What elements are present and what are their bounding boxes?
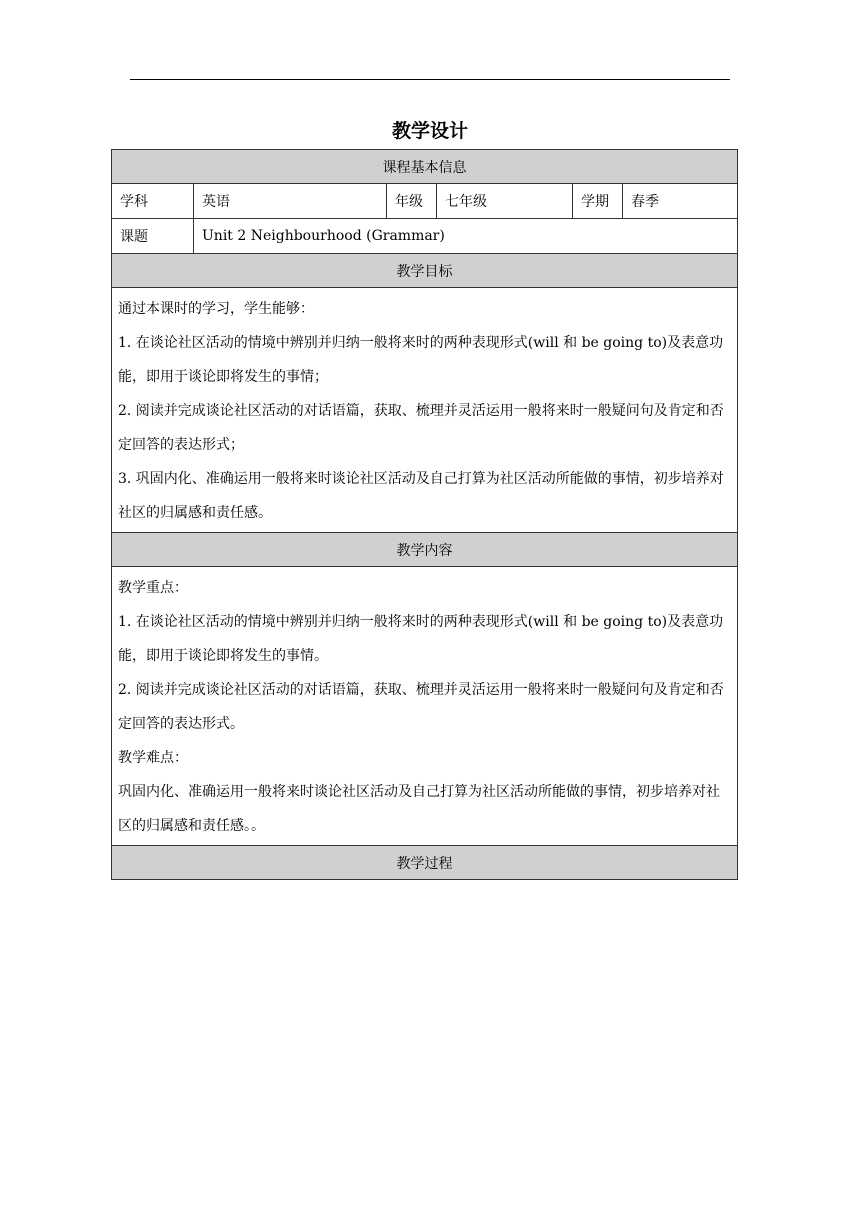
lesson-plan-table — [111, 149, 738, 880]
term-label: 学期 — [573, 184, 623, 219]
subject-value: 英语 — [194, 184, 387, 219]
difficult-points-text: 巩固内化、准确运用一般将来时谈论社区活动及自己打算为社区活动所能做的事情，初步培养对社区的归属感和责任感。。 — [118, 784, 720, 834]
header-rule — [130, 79, 730, 80]
objectives-content — [112, 288, 738, 533]
objective-item: 1. 在谈论社区活动的情境中辨别并归纳一般将来时的两种表现形式(will 和 be going to)及表意功能，即用于谈论即将发生的事情； — [118, 335, 724, 385]
topic-row — [112, 219, 738, 254]
process-header-row — [112, 846, 738, 880]
objectives-intro: 通过本课时的学习，学生能够： — [118, 301, 314, 317]
objectives-row — [112, 288, 738, 533]
objectives-header-row — [112, 254, 738, 288]
objective-item: 2. 阅读并完成谈论社区活动的对话语篇，获取、梳理并灵活运用一般将来时一般疑问句及肯定和否定回答的表达形式； — [118, 403, 724, 453]
process-header: 教学过程 — [112, 846, 738, 880]
key-point-item: 1. 在谈论社区活动的情境中辨别并归纳一般将来时的两种表现形式(will 和 be going to)及表意功能，即用于谈论即将发生的事情。 — [118, 614, 724, 664]
topic-label: 课题 — [112, 219, 194, 254]
grade-value: 七年级 — [437, 184, 573, 219]
key-points-label: 教学重点： — [118, 580, 188, 596]
subject-label: 学科 — [112, 184, 194, 219]
page-title: 教学设计 — [391, 120, 468, 142]
content-header-row — [112, 533, 738, 567]
content-row — [112, 567, 738, 846]
basic-info-row — [112, 184, 738, 219]
objectives-header: 教学目标 — [112, 254, 738, 288]
basic-info-header-row — [112, 150, 738, 184]
content-header: 教学内容 — [112, 533, 738, 567]
objective-item: 3. 巩固内化、准确运用一般将来时谈论社区活动及自己打算为社区活动所能做的事情，初步培养对社区的归属感和责任感。 — [118, 471, 724, 521]
content-body — [112, 567, 738, 846]
term-value: 春季 — [623, 184, 738, 219]
basic-info-header: 课程基本信息 — [112, 150, 738, 184]
topic-value: Unit 2 Neighbourhood (Grammar) — [194, 219, 738, 254]
grade-label: 年级 — [387, 184, 437, 219]
key-point-item: 2. 阅读并完成谈论社区活动的对话语篇，获取、梳理并灵活运用一般将来时一般疑问句及肯定和否定回答的表达形式。 — [118, 682, 724, 732]
difficult-points-label: 教学难点： — [118, 750, 188, 766]
